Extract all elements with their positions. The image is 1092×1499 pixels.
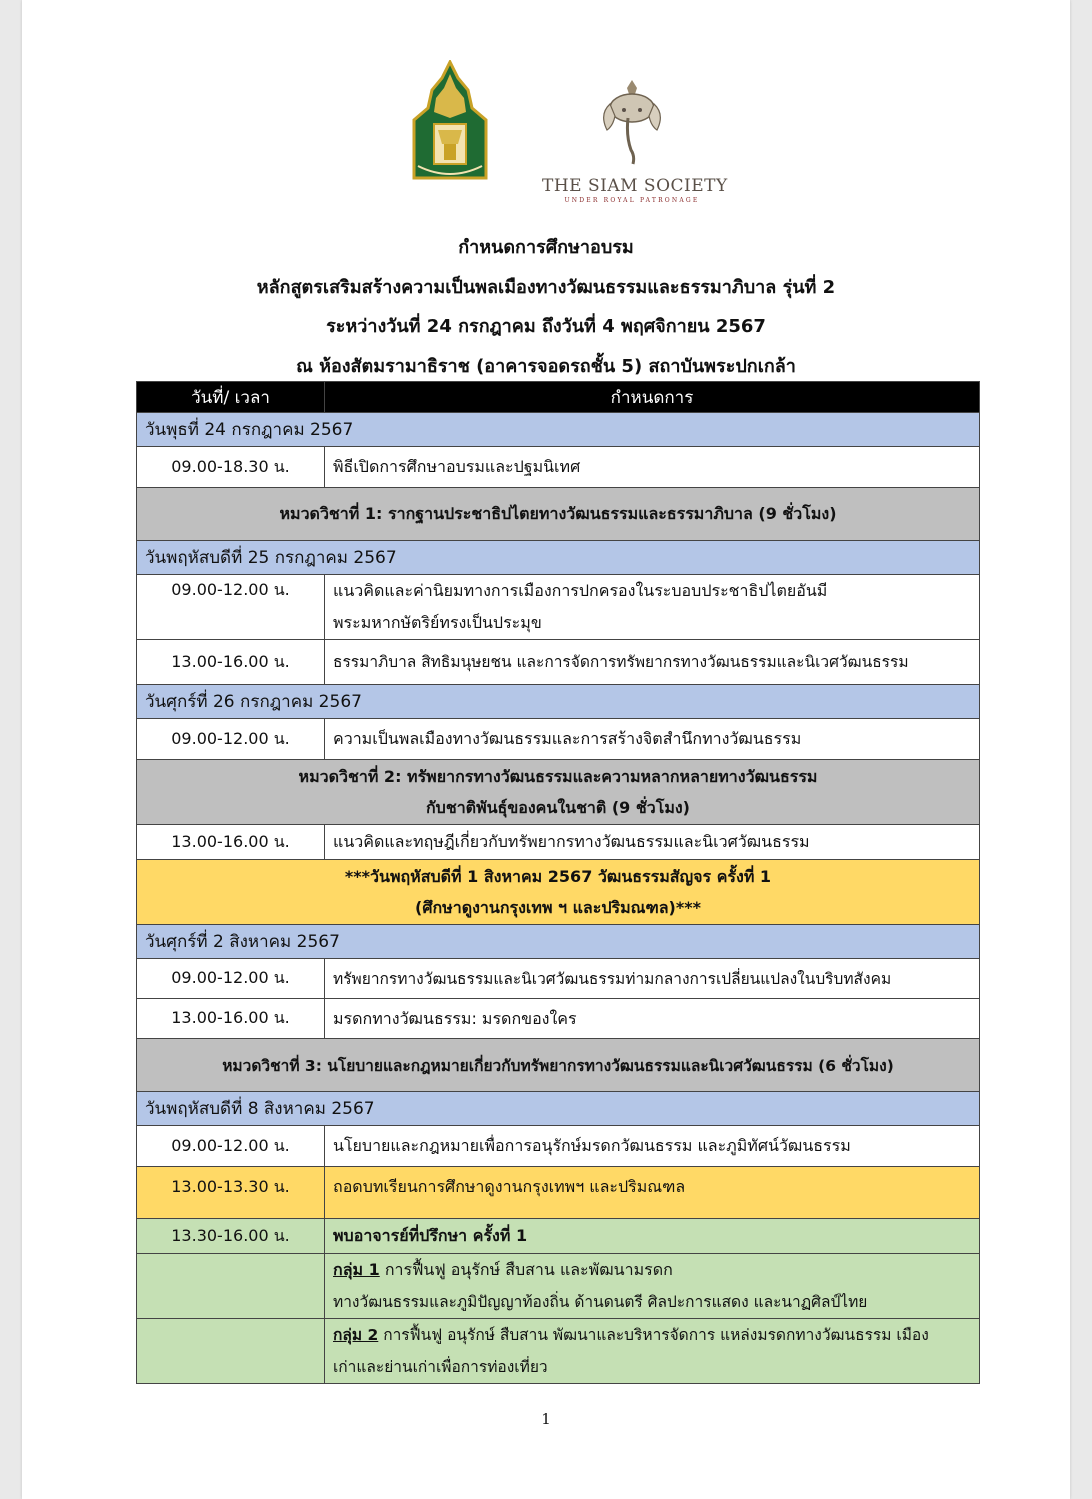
group-line: เก่าและย่านเก่าเพื่อการท่องเที่ยว bbox=[333, 1358, 548, 1376]
group-label: กลุ่ม 2 bbox=[333, 1326, 379, 1344]
activity-cell: แนวคิดและทฤษฎีเกี่ยวกับทรัพยากรทางวัฒนธรรมและนิเวศวัฒนธรรม bbox=[325, 825, 980, 860]
activity-cell: พิธีเปิดการศึกษาอบรมและปฐมนิเทศ bbox=[325, 447, 980, 488]
field-trip-row bbox=[137, 860, 980, 925]
title-line-1: กำหนดการศึกษาอบรม bbox=[458, 237, 634, 258]
table-row bbox=[137, 825, 980, 860]
siam-society-logo bbox=[542, 78, 728, 204]
section-row bbox=[137, 1039, 980, 1092]
column-header-time: วันที่/ เวลา bbox=[137, 382, 325, 413]
section-line: หมวดวิชาที่ 2: ทรัพยากรทางวัฒนธรรมและความหลากหลายทางวัฒนธรรม bbox=[298, 767, 818, 786]
date-row bbox=[137, 1092, 980, 1126]
document-page bbox=[22, 0, 1070, 1499]
date-label: วันพฤหัสบดีที่ 25 กรกฎาคม 2567 bbox=[137, 541, 980, 575]
table-row bbox=[137, 640, 980, 685]
activity-cell bbox=[325, 1254, 980, 1319]
document-title bbox=[22, 228, 1070, 386]
activity-cell bbox=[325, 575, 980, 640]
field-trip-label bbox=[137, 860, 980, 925]
activity-cell: พบอาจารย์ที่ปรึกษา ครั้งที่ 1 bbox=[325, 1219, 980, 1254]
activity-cell: ทรัพยากรทางวัฒนธรรมและนิเวศวัฒนธรรมท่ามกลางการเปลี่ยนแปลงในบริบทสังคม bbox=[325, 959, 980, 999]
date-row bbox=[137, 685, 980, 719]
table-row bbox=[137, 575, 980, 640]
column-header-agenda: กำหนดการ bbox=[325, 382, 980, 413]
activity-cell: ถอดบทเรียนการศึกษาดูงานกรุงเทพฯ และปริมณฑล bbox=[325, 1167, 980, 1219]
activity-cell bbox=[325, 1319, 980, 1384]
field-trip-line: ***วันพฤหัสบดีที่ 1 สิงหาคม 2567 วัฒนธรรมสัญจร ครั้งที่ 1 bbox=[344, 867, 772, 886]
table-row bbox=[137, 1126, 980, 1167]
activity-cell: ความเป็นพลเมืองทางวัฒนธรรมและการสร้างจิตสำนึกทางวัฒนธรรม bbox=[325, 719, 980, 760]
time-cell: 13.30-16.00 น. bbox=[137, 1219, 325, 1254]
time-cell bbox=[137, 1254, 325, 1319]
group-line: ทางวัฒนธรรมและภูมิปัญญาท้องถิ่น ด้านดนตรี ศิลปะการแสดง และนาฏศิลป์ไทย bbox=[333, 1293, 868, 1311]
table-row bbox=[137, 1167, 980, 1219]
time-cell: 09.00-12.00 น. bbox=[137, 1126, 325, 1167]
section-line: กับชาติพันธุ์ของคนในชาติ (9 ชั่วโมง) bbox=[425, 798, 690, 817]
elephant-icon bbox=[597, 78, 667, 170]
schedule-table bbox=[136, 381, 980, 1384]
title-line-2: หลักสูตรเสริมสร้างความเป็นพลเมืองทางวัฒนธรรมและธรรมาภิบาล รุ่นที่ 2 bbox=[256, 276, 836, 298]
activity-cell: ธรรมาภิบาล สิทธิมนุษยชน และการจัดการทรัพยากรทางวัฒนธรรมและนิเวศวัฒนธรรม bbox=[325, 640, 980, 685]
field-trip-line: (ศึกษาดูงานกรุงเทพ ฯ และปริมณฑล)*** bbox=[415, 898, 701, 917]
table-row bbox=[137, 1219, 980, 1254]
siam-society-subtitle: UNDER ROYAL PATRONAGE bbox=[564, 197, 700, 204]
activity-line: พระมหากษัตริย์ทรงเป็นประมุข bbox=[333, 613, 542, 632]
time-cell bbox=[137, 1319, 325, 1384]
group-line bbox=[333, 1319, 971, 1351]
time-cell: 09.00-12.00 น. bbox=[137, 719, 325, 760]
group-text: การฟื้นฟู อนุรักษ์ สืบสาน และพัฒนามรดก bbox=[379, 1260, 673, 1279]
table-row bbox=[137, 1319, 980, 1384]
crest-icon bbox=[410, 60, 490, 192]
section-label: หมวดวิชาที่ 3: นโยบายและกฎหมายเกี่ยวกับทรัพยากรทางวัฒนธรรมและนิเวศวัฒนธรรม (6 ชั่วโมง) bbox=[137, 1039, 980, 1092]
group-text: การฟื้นฟู อนุรักษ์ สืบสาน พัฒนาและบริหารจัดการ แหล่งมรดกทางวัฒนธรรม เมือง bbox=[378, 1326, 929, 1344]
date-row bbox=[137, 925, 980, 959]
time-cell: 13.00-13.30 น. bbox=[137, 1167, 325, 1219]
title-line-4: ณ ห้องสัตมรามาธิราช (อาคารจอดรถชั้น 5) สถาบันพระปกเกล้า bbox=[296, 355, 796, 377]
time-cell: 09.00-18.30 น. bbox=[137, 447, 325, 488]
date-label: วันศุกร์ที่ 2 สิงหาคม 2567 bbox=[137, 925, 980, 959]
time-cell: 13.00-16.00 น. bbox=[137, 825, 325, 860]
time-cell: 13.00-16.00 น. bbox=[137, 999, 325, 1039]
section-row bbox=[137, 488, 980, 541]
section-row bbox=[137, 760, 980, 825]
activity-cell: นโยบายและกฎหมายเพื่อการอนุรักษ์มรดกวัฒนธรรม และภูมิทัศน์วัฒนธรรม bbox=[325, 1126, 980, 1167]
activity-cell: มรดกทางวัฒนธรรม: มรดกของใคร bbox=[325, 999, 980, 1039]
date-label: วันศุกร์ที่ 26 กรกฎาคม 2567 bbox=[137, 685, 980, 719]
time-cell: 09.00-12.00 น. bbox=[137, 959, 325, 999]
table-row bbox=[137, 959, 980, 999]
group-line bbox=[333, 1254, 971, 1286]
table-row bbox=[137, 999, 980, 1039]
date-label: วันพฤหัสบดีที่ 8 สิงหาคม 2567 bbox=[137, 1092, 980, 1126]
logo-area bbox=[22, 58, 1070, 218]
section-label: หมวดวิชาที่ 1: รากฐานประชาธิปไตยทางวัฒนธรรมและธรรมาภิบาล (9 ชั่วโมง) bbox=[137, 488, 980, 541]
time-cell: 09.00-12.00 น. bbox=[137, 575, 325, 640]
siam-society-name: THE SIAM SOCIETY bbox=[542, 176, 728, 196]
table-row bbox=[137, 719, 980, 760]
date-row bbox=[137, 541, 980, 575]
group-label: กลุ่ม 1 bbox=[333, 1260, 380, 1279]
table-header bbox=[137, 382, 980, 413]
time-cell: 13.00-16.00 น. bbox=[137, 640, 325, 685]
table-row bbox=[137, 447, 980, 488]
title-line-3: ระหว่างวันที่ 24 กรกฎาคม ถึงวันที่ 4 พฤศจิกายน 2567 bbox=[326, 316, 766, 337]
section-label bbox=[137, 760, 980, 825]
date-row bbox=[137, 413, 980, 447]
date-label: วันพุธที่ 24 กรกฎาคม 2567 bbox=[137, 413, 980, 447]
activity-line: แนวคิดและค่านิยมทางการเมืองการปกครองในระบอบประชาธิปไตยอันมี bbox=[333, 581, 828, 600]
table-row bbox=[137, 1254, 980, 1319]
page-number: 1 bbox=[541, 1410, 551, 1428]
